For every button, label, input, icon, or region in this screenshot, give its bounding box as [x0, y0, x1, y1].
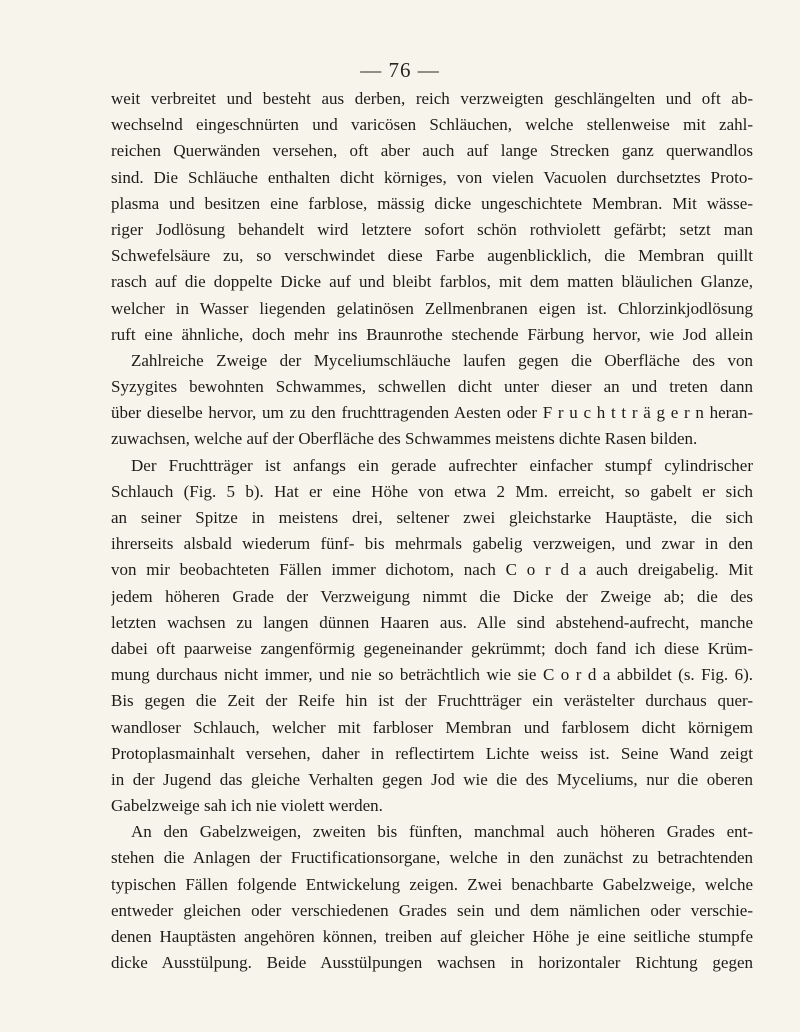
text-line: weit verbreitet und besteht aus derben, reich verzweigten geschlängelten und oft ab- [111, 89, 753, 108]
text-line: sind. Die Schläuche enthalten dicht körniges, von vielen Vacuolen durchsetztes Proto- [111, 167, 753, 187]
text-line: plasma und besitzen eine farblose, mässig dicke ungeschichtete Membran. Mit wässe- [111, 193, 753, 213]
text-line: über dieselbe hervor, um zu den fruchttragenden Aesten oder F r u c h t t r ä g e r n heran- [111, 403, 753, 423]
text-line: Syzygites bewohnten Schwammes, schwellen dicht unter dieser an und treten dann [111, 377, 753, 397]
text-line: Schwefelsäure zu, so verschwindet diese Farbe augenblicklich, die Membran quillt [111, 246, 753, 266]
text-line: typischen Fällen folgende Entwickelung zeigen. Zwei benachbarte Gabelzweige, welche [111, 874, 753, 894]
text-line: ihrerseits alsbald wiederum fünf- bis mehrmals gabelig verzweigen, und zwar in den [111, 534, 753, 554]
text-line: dicke Ausstülpung. Beide Ausstülpungen wachsen in horizontaler Richtung gegen [111, 953, 753, 973]
text-line: An den Gabelzweigen, zweiten bis fünften, manchmal auch höheren Grades ent- [131, 822, 753, 842]
text-line: Schlauch (Fig. 5 b). Hat er eine Höhe von etwa 2 Mm. erreicht, so gabelt er sich [111, 481, 753, 501]
text-line: in der Jugend das gleiche Verhalten gegen Jod wie die des Myceliums, nur die oberen [111, 769, 753, 789]
text-line: jedem höheren Grade der Verzweigung nimmt die Dicke der Zweige ab; die des [111, 586, 753, 606]
text-line: stehen die Anlagen der Fructificationsorgane, welche in den zunächst zu betrachtenden [111, 848, 753, 868]
page-number: — 76 — [360, 58, 440, 82]
text-line: zuwachsen, welche auf der Oberfläche des Schwammes meistens dichte Rasen bilden. [111, 429, 698, 449]
text-line: Bis gegen die Zeit der Reife hin ist der Fruchtträger ein verästelter durchaus quer- [111, 691, 753, 711]
text-line: denen Hauptästen angehören können, treiben auf gleicher Höhe je eine seitliche stumpfe [111, 927, 753, 946]
text-line: dabei oft paarweise zangenförmig gegeneinander gekrümmt; doch fand ich diese Krüm- [111, 638, 753, 658]
text-line: mung durchaus nicht immer, und nie so beträchtlich wie sie C o r d a abbildet (s. Fig. 6). [111, 665, 753, 685]
text-line: riger Jodlösung behandelt wird letztere sofort schön rothviolett gefärbt; setzt man [111, 219, 753, 239]
text-line: Protoplasmainhalt versehen, daher in reflectirtem Lichte weiss ist. Seine Wand zeigt [111, 743, 753, 763]
text-line: Gabelzweige sah ich nie violett werden. [111, 796, 383, 816]
text-line: Zahlreiche Zweige der Myceliumschläuche laufen gegen die Oberfläche des von [131, 350, 753, 370]
text-line: an seiner Spitze in meistens drei, seltener zwei gleichstarke Hauptäste, die sich [111, 508, 753, 527]
text-line: rasch auf die doppelte Dicke auf und bleibt farblos, mit dem matten bläulichen Glanze, [111, 272, 753, 292]
body-text [111, 86, 753, 976]
text-line: reichen Querwänden versehen, oft aber auch auf lange Strecken ganz querwandlos [111, 141, 753, 161]
text-line: wechselnd eingeschnürten und varicösen Schläuchen, welche stellenweise mit zahl- [111, 115, 753, 135]
text-line: entweder gleichen oder verschiedenen Grades sein und dem nämlichen oder verschie- [111, 900, 753, 920]
text-line: letzten wachsen zu langen dünnen Haaren aus. Alle sind abstehend-aufrecht, manche [111, 612, 753, 632]
text-line: Der Fruchtträger ist anfangs ein gerade aufrechter einfacher stumpf cylindrischer [131, 455, 753, 475]
text-line: von mir beobachteten Fällen immer dichotom, nach C o r d a auch dreigabelig. Mit [111, 560, 753, 580]
text-line: wandloser Schlauch, welcher mit farbloser Membran und farblosem dicht körnigem [111, 717, 753, 737]
text-line: welcher in Wasser liegenden gelatinösen Zellmenbranen eigen ist. Chlorzinkjodlösung [111, 298, 753, 318]
text-line: ruft eine ähnliche, doch mehr ins Braunrothe stechende Färbung hervor, wie Jod allein [111, 324, 753, 344]
